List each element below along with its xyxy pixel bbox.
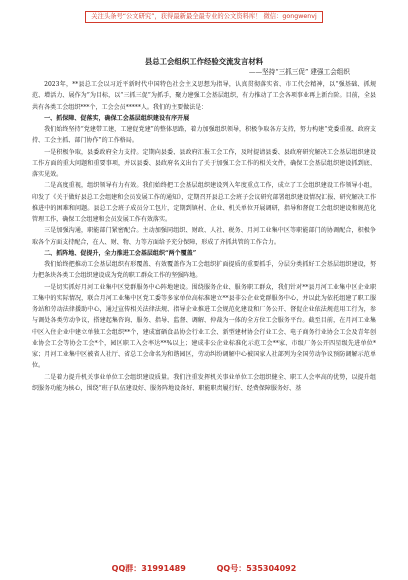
section-heading-1: 一、抓保障、促落实，确保工会基层组织建设有序开展 bbox=[44, 114, 190, 122]
body-paragraph: 三是加强沟通，职能部门紧密配合。主动加强同组织、财政、人社、税务、月河工业集中区等职能部门的协调配合，积极争取各个方面支持配合，在人、财、物、力等方面给予充分保障，形成了齐抓共管的工作合力。 bbox=[32, 227, 376, 246]
body-paragraph: 一是切实抓好月河工业集中区党群服务中心阵地建设。围绕服务企业、服务职工群众，我们针对**县月河工业集中区企业职工集中的实际情况，联合月河工业集中区党工委等多家单位高标准建立**县非公企业党群服务中心，并以此为依托组建了职工服务站和劳动法律援助中心，通过宣传相关法律法规、指导企业推进工会规范化建设和厂务公开、督促企业依法规范用工行为，参与调处各类劳动争议，搭建起集咨询、服务、指导、监督、调解、仲裁为一体的全方位工会服务平台。截至目前，在月河工业集中区入住企业中建立单独工会组织**个，建成富硒食品协会行业工会、新型建材协会行业工会、电子商务行业协会工会及青年创业协会工会等协会工会*个，园区职工入会率达**%以上；建成非公企业标准化示范工会**家、市级厂务公开四星级先进单位*家；月河工业集中区被省人社厅、省总工会命名为和谐园区，劳动纠纷调解中心被国家人社部列为全国劳动争议预防调解示范单位。 bbox=[32, 283, 376, 370]
contact-footer bbox=[0, 563, 408, 574]
document-page bbox=[32, 56, 376, 394]
body-paragraph: 我们始终坚持“党建带工建，工建促党建”的整体思路，着力加强组织领导，积极争取各方支持，努力构建“党委重视、政府支持、工会主抓、部门协作”的工作格局。 bbox=[32, 126, 376, 145]
body-paragraph: 二是着力提升机关事业单位工会组织建设质量。我们注重发挥机关事业单位工会组织健全、职工人会率高的优势，以提升组织服务功能为核心，围绕“班子队伍建设好、服务阵地设备好、职能职责履行好、经费保障服务好、基 bbox=[32, 373, 376, 392]
intro-paragraph: 2023年，**县总工会以习近平新时代中国特色社会主义思想为指导，认真贯彻落实省、市工代会精神，以“强基础、抓规范、增活力、展作为”为目标，以“三抓三促”为抓手，聚力建强工会基层组织，有力推动了工会各项事业再上新台阶。目前，全县共有各类工会组织***个，工会会员*****人。我们的主要做法是： bbox=[32, 81, 376, 111]
promo-banner bbox=[0, 3, 408, 23]
body-paragraph: 我们始终把推动工会基层组织有形覆盖、有效覆盖作为工会组织扩面提质的重要抓手，分层分类抓好工会基层组织建设，努力把条块各类工会组织建设成为党的职工群众工作的坚强阵地。 bbox=[32, 261, 376, 280]
document-subtitle: ——坚持“三抓三促” 建强工会组织 bbox=[248, 68, 350, 76]
body-paragraph: 二是高度重视，组织领导有力有效。我们始终把工会基层组织建设列入年度重点工作，成立了工会组织建设工作领导小组，印发了《关于做好县总工会组建和会员发展工作的通知》，定期召开县总工会班子会议研究部署组织建设情况汇报、研究解决工作推进中的困难和问题。县总工会班子成员分工包片，定期到镇村、企业、机关单位开展调研，指导和督促工会组织建设和规范化管理工作，确保工会组建和会员发展工作有效落实。 bbox=[32, 182, 376, 223]
qq-number-text: QQ号：535304092 bbox=[216, 564, 297, 573]
qq-group-text: QQ群：31991489 bbox=[111, 564, 186, 573]
body-paragraph: 一是积极争取，县委政府全力支持。定期向县委、县政府汇报工会工作，及时提请县委、县政府研究解决工会基层组织建设工作方面的重大问题和重要事项，并以县委、县政府名义出台了关于加强工会工作的相关文件，确保工会基层组织建设抓到底、落实见效。 bbox=[32, 148, 376, 178]
promo-banner-text: 关注头条号“公文研究”，获得最新最全最专业的公文资料库！ 微信：gongwenvj bbox=[85, 11, 322, 23]
section-heading-2: 二、抓阵地、促提升，全力推进工会基层组织“两个覆盖” bbox=[44, 249, 197, 257]
document-title: 县总工会组织工作经验交流发言材料 bbox=[144, 57, 264, 66]
